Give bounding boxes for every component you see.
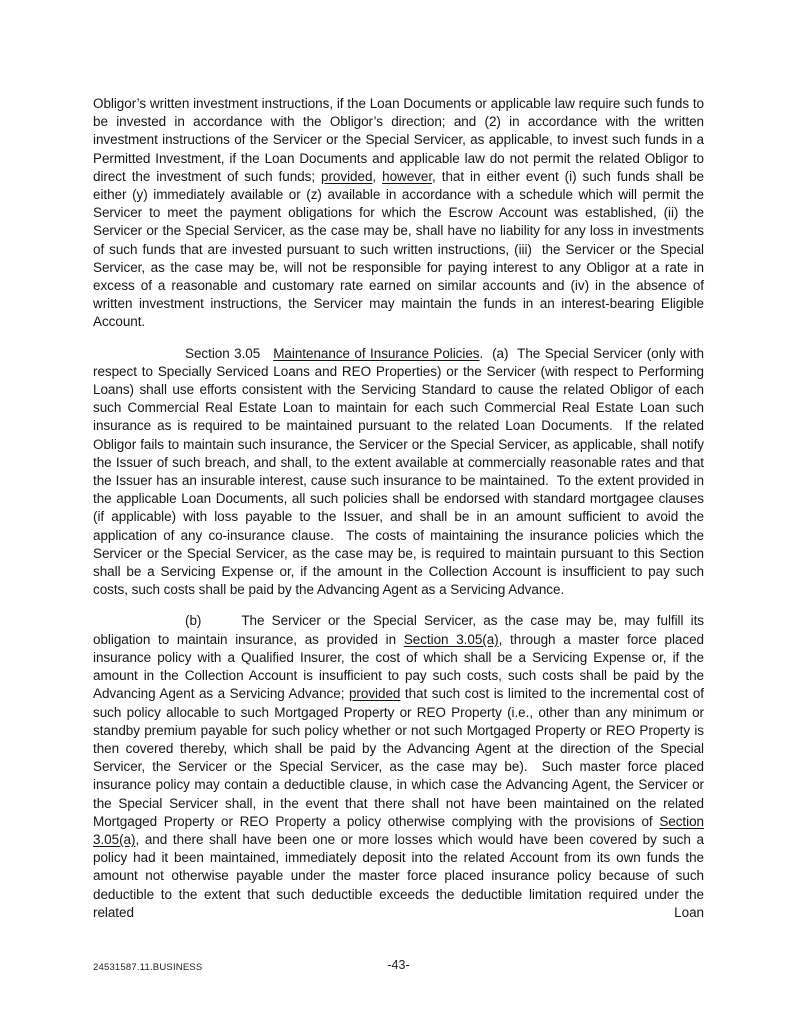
text-run: The Servicer or the Special Servicer, as the case may be, may fulfill its obligation to maintain insurance, as provided in bbox=[93, 613, 704, 647]
text-run: that such cost is limited to the incremental cost of such policy allocable to such Mortgaged Property or REO Property (i.e., other than any minimum or standby premium payable for such policy whether or not such Mortgaged Property or REO Property is then covered thereby, which shall be paid by the Advancing Agent at the direction of the Special Servicer, the Servicer or the Special Servicer, as the case may be). Such master force placed insurance policy may contain a deductible clause, in which case the Advancing Agent, the Servicer or the Special Servicer shall, in the event that there shall not have been maintained on the related Mortgaged Property or REO Property a policy otherwise complying with the provisions of bbox=[93, 686, 705, 829]
underlined-text: Section 3.05(a) bbox=[93, 813, 704, 847]
text-run: , through a master force placed insurance policy with a Qualified Insurer, the cost of which shall be a Servicing Expense or, if the amount in the Collection Account is insufficient to pay such costs, such costs shall be paid by the Advancing Agent as a Servicing Advance; bbox=[93, 631, 704, 702]
underlined-text: provided bbox=[321, 168, 373, 184]
continuation-paragraph bbox=[93, 95, 704, 332]
tab-space bbox=[201, 624, 241, 625]
text-run: , that in either event (i) such funds shall be either (y) immediately available or (z) available in accordance with a schedule which will permit the Servicer to meet the payment obligations for which the Escrow Account was established, (ii) the Servicer or the Special Servicer, as the case may be, shall have no liability for any loss in investments of such funds that are invested pursuant to such written instructions, (iii) the Servicer or the Special Servicer, as the case may be, will not be responsible for paying interest to any Obligor at a rate in excess of a reasonable and customary rate earned on similar accounts and (iv) in the absence of written investment instructions, the Servicer may maintain the funds in an interest-bearing Eligible Account. bbox=[93, 168, 705, 330]
underlined-text: provided bbox=[348, 686, 401, 702]
underlined-text: Section 3.05(a) bbox=[403, 631, 499, 647]
tab-space bbox=[260, 357, 273, 358]
text-run: , bbox=[372, 168, 383, 184]
underlined-text: Maintenance of Insurance Policies bbox=[273, 345, 480, 361]
paragraph-b bbox=[93, 612, 704, 921]
page-footer bbox=[93, 958, 704, 978]
text-run: Section 3.05 bbox=[185, 345, 261, 361]
section-3-05-paragraph bbox=[93, 345, 704, 600]
text-run: , and there shall have been one or more losses which would have been covered by such a policy had it been maintained, immediately deposit into the related Account from its own funds the amount not otherwise payable under the master force placed insurance policy because of such deductible to the extent that such deductible exceeds the deductible limitation required under the related Loan bbox=[93, 831, 704, 920]
document-body bbox=[93, 95, 704, 935]
underlined-text: however bbox=[382, 168, 433, 184]
document-control-number: 24531587.11.BUSINESS bbox=[93, 962, 203, 973]
page-number: -43- bbox=[387, 958, 410, 972]
text-run: Obligor’s written investment instructions, if the Loan Documents or applicable law require such funds to be invested in accordance with the Obligor’s direction; and (2) in accordance with the written investment instructions of the Servicer or the Special Servicer, as applicable, to invest such funds in a Permitted Investment, if the Loan Documents and applicable law do not permit the related Obligor to direct the investment of such funds; bbox=[93, 96, 704, 184]
text-run: . (a) The Special Servicer (only with respect to Specially Serviced Loans and REO Properties) or the Servicer (with respect to Performing Loans) shall use efforts consistent with the Servicing Standard to cause the related Obligor of each such Commercial Real Estate Loan to maintain for each such Commercial Real Estate Loan such insurance as is required to be maintained pursuant to the related Loan Documents. If the related Obligor fails to maintain such insurance, the Servicer or the Special Servicer, as applicable, shall notify the Issuer of such breach, and shall, to the extent available at commercially reasonable rates and that the Issuer has an insurable interest, cause such insurance to be maintained. To the extent provided in the applicable Loan Documents, all such policies shall be endorsed with standard mortgagee clauses (if applicable) with loss payable to the Issuer, and shall be in an amount sufficient to avoid the application of any co-insurance clause. The costs of maintaining the insurance policies which the Servicer or the Special Servicer, as the case may be, is required to maintain pursuant to this Section shall be a Servicing Expense or, if the amount in the Collection Account is insufficient to pay such costs, such costs shall be paid by the Advancing Agent as a Servicing Advance. bbox=[93, 345, 704, 598]
text-run: (b) bbox=[185, 613, 202, 629]
